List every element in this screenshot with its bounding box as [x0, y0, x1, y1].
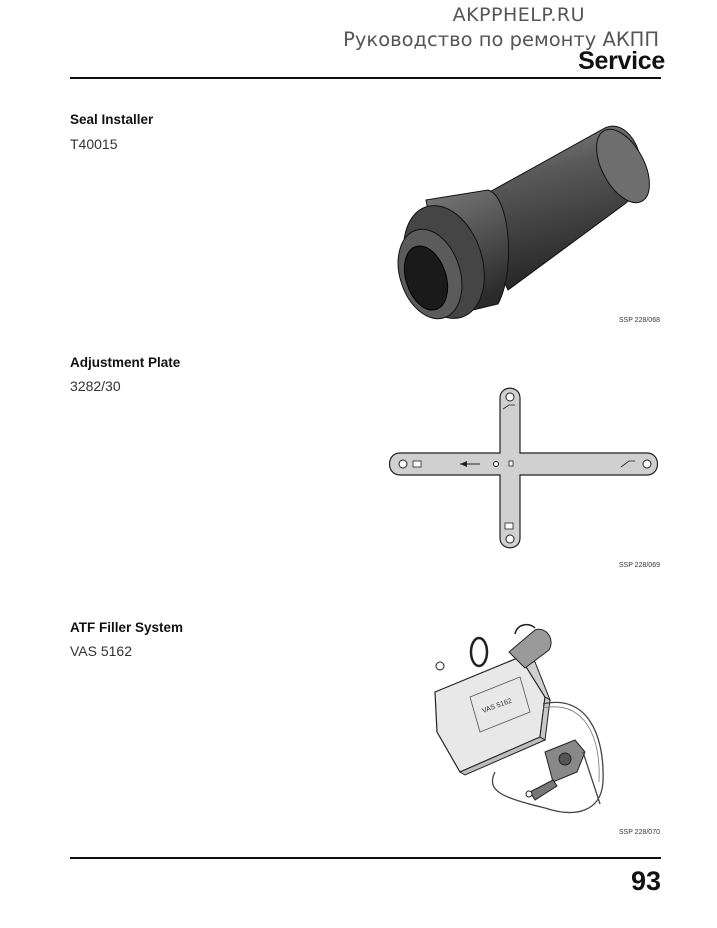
tool-code-seal-installer: T40015 [70, 136, 118, 152]
figure-ref-atf-filler-system: SSP 228/070 [618, 829, 660, 836]
tool-name-adjustment-plate: Adjustment Plate [70, 355, 181, 370]
watermark-subtitle: Руководство по ремонту АКПП [343, 28, 659, 51]
canister-label: VAS 5162 [481, 697, 513, 715]
seal-installer-illustration [390, 120, 660, 320]
page-number: 93 [630, 866, 661, 896]
figure-ref-adjustment-plate: SSP 228/069 [618, 562, 660, 569]
atf-filler-system-illustration [425, 622, 625, 822]
tool-name-atf-filler-system: ATF Filler System [70, 620, 184, 635]
watermark-site: AKPPHELP.RU [452, 4, 585, 26]
section-title: Service [578, 47, 665, 75]
adjustment-plate-illustration [385, 383, 665, 553]
tool-name-seal-installer: Seal Installer [70, 112, 154, 127]
tool-code-atf-filler-system: VAS 5162 [70, 643, 133, 659]
footer-rule [70, 857, 661, 859]
figure-ref-seal-installer: SSP 228/068 [618, 317, 660, 324]
header-rule [70, 77, 661, 79]
tool-code-adjustment-plate: 3282/30 [70, 378, 121, 394]
